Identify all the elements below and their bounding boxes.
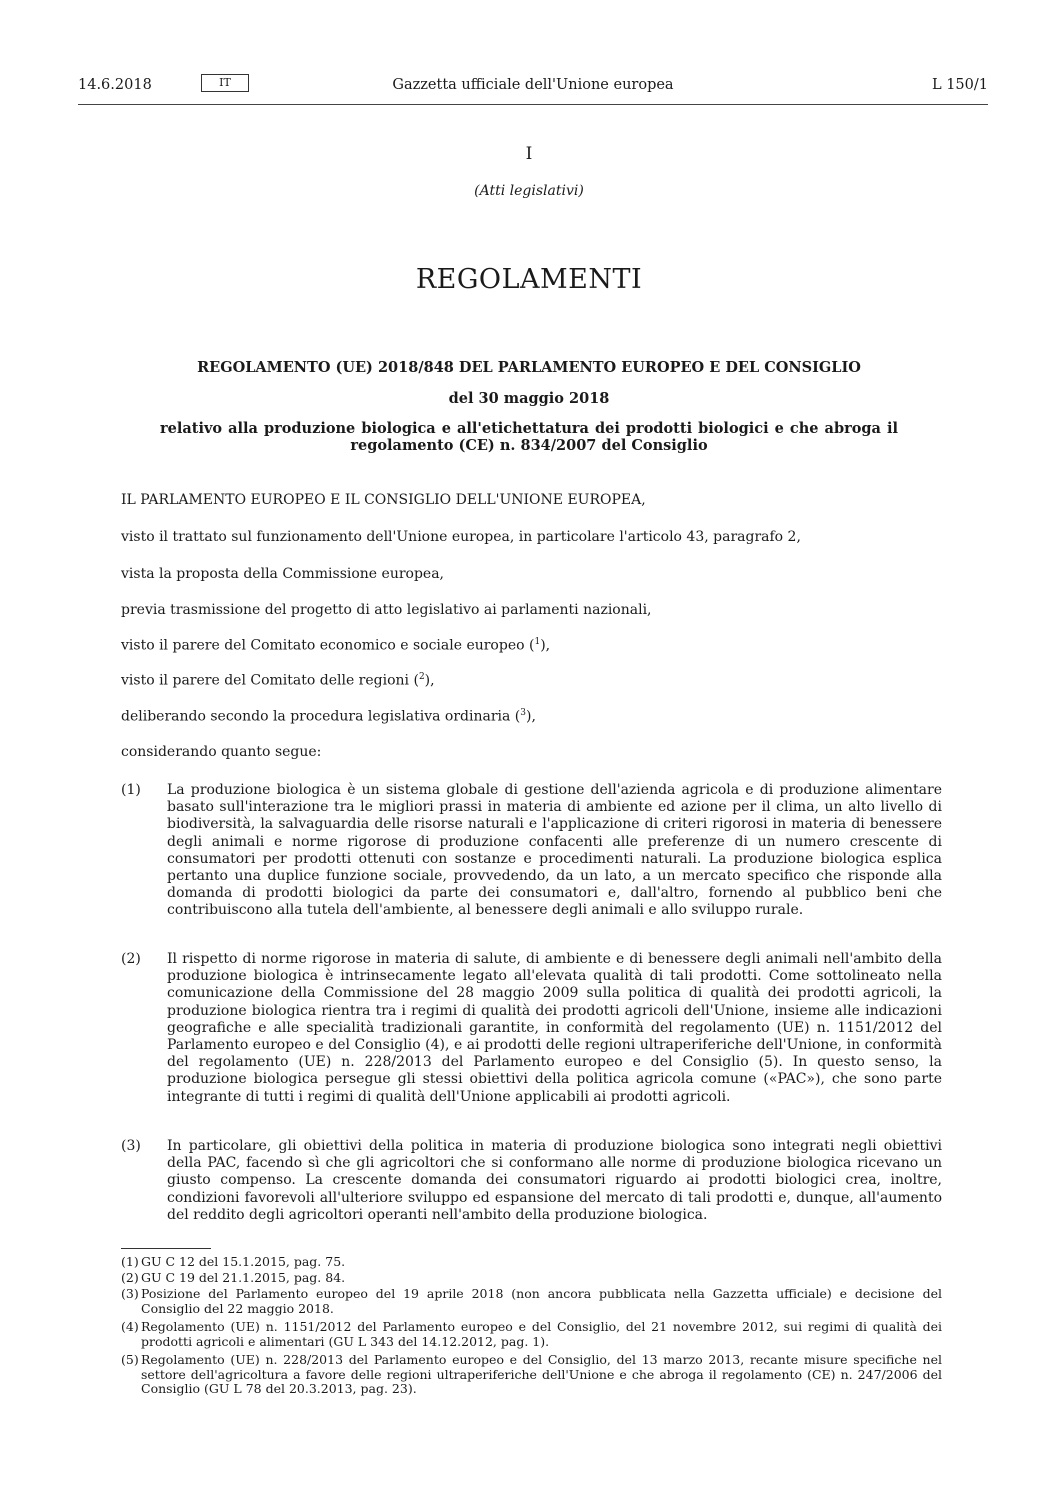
footnote-ref[interactable]: 3 bbox=[520, 708, 527, 718]
regulation-date: del 30 maggio 2018 bbox=[448, 390, 610, 407]
preamble-line: deliberando secondo la procedura legislativa ordinaria ($^3$), bbox=[121, 708, 536, 725]
footnote-text: Posizione del Parlamento europeo del 19 aprile 2018 (non ancora pubblicata nella Gazzetta ufficiale) e decisione del Consiglio del 22 maggio 2018. bbox=[141, 1286, 942, 1316]
header-rule bbox=[78, 104, 988, 105]
language-badge: IT bbox=[201, 74, 249, 92]
footnote bbox=[121, 1353, 942, 1397]
footnote-number: (3) bbox=[121, 1286, 139, 1301]
page-header bbox=[78, 77, 988, 97]
footnote-number: (1) bbox=[121, 1254, 139, 1269]
footnote bbox=[121, 1271, 942, 1286]
footnote-rule bbox=[121, 1248, 211, 1249]
preamble-line: IL PARLAMENTO EUROPEO E IL CONSIGLIO DELL'UNIONE EUROPEA, bbox=[121, 492, 646, 508]
recital-number: (1) bbox=[121, 782, 141, 798]
recital bbox=[121, 1138, 942, 1224]
footnote-ref[interactable]: 2 bbox=[418, 672, 425, 682]
footnote-text: GU C 19 del 21.1.2015, pag. 84. bbox=[141, 1270, 346, 1285]
footnote bbox=[121, 1287, 942, 1316]
page-reference: L 150/1 bbox=[931, 77, 988, 93]
regulation-title: REGOLAMENTO (UE) 2018/848 DEL PARLAMENTO EUROPEO E DEL CONSIGLIO bbox=[197, 359, 861, 376]
recital-number: (2) bbox=[121, 951, 141, 967]
footnote-text: Regolamento (UE) n. 1151/2012 del Parlamento europeo e del Consiglio, del 21 novembre 2012, sui regimi di qualità dei prodotti agricoli e alimentari (GU L 343 del 14.12.2012, pag. 1). bbox=[141, 1319, 942, 1349]
preamble-line: considerando quanto segue: bbox=[121, 744, 322, 760]
section-number: I bbox=[525, 144, 533, 164]
preamble-line: visto il trattato sul funzionamento dell'Unione europea, in particolare l'articolo 43, paragrafo 2, bbox=[121, 529, 801, 545]
footnote-number: (2) bbox=[121, 1270, 139, 1285]
footnote-ref[interactable]: 1 bbox=[534, 637, 541, 647]
recital-number: (3) bbox=[121, 1138, 141, 1154]
recital-text: In particolare, gli obiettivi della politica in materia di produzione biologica sono integrati negli obiettivi della PAC, facendo sì che gli agricoltori che si conformano alle norme di produzione biologica ricevano un giusto compenso. La crescente domanda dei consumatori riguardo ai prodotti biologici crea, inoltre, condizioni favorevoli all'ulteriore sviluppo ed espansione del mercato di tali prodotti e, dunque, all'aumento del reddito degli agricoltori operanti nell'ambito della produzione biologica. bbox=[167, 1138, 942, 1223]
footnote bbox=[121, 1255, 942, 1270]
footnote-number: (4) bbox=[121, 1319, 139, 1334]
footnote bbox=[121, 1320, 942, 1349]
footnote-text: GU C 12 del 15.1.2015, pag. 75. bbox=[141, 1254, 346, 1269]
section-category: REGOLAMENTI bbox=[415, 264, 643, 295]
publication-title: Gazzetta ufficiale dell'Unione europea bbox=[392, 77, 674, 93]
footnote-text: Regolamento (UE) n. 228/2013 del Parlamento europeo e del Consiglio, del 13 marzo 2013, recante misure specifiche nel settore dell'agricoltura a favore delle regioni ultraperiferiche dell'Unione e che abroga il regolamento (CE) n. 247/2006 del Consiglio (GU L 78 del 20.3.2013, pag. 23). bbox=[141, 1352, 942, 1396]
recital bbox=[121, 951, 942, 1106]
preamble-line: visto il parere del Comitato delle regioni ($^2$), bbox=[121, 672, 435, 689]
regulation-subject: relativo alla produzione biologica e all'etichettatura dei prodotti biologici e che abroga il regolamento (CE) n. 834/2007 del Consiglio bbox=[160, 420, 898, 454]
publication-date: 14.6.2018 bbox=[78, 77, 152, 93]
section-subtitle: (Atti legislativi) bbox=[474, 183, 584, 199]
footnote-number: (5) bbox=[121, 1352, 139, 1367]
preamble-line: vista la proposta della Commissione europea, bbox=[121, 566, 445, 582]
recital-text: La produzione biologica è un sistema globale di gestione dell'azienda agricola e di produzione alimentare basato sull'interazione tra le migliori prassi in materia di ambiente ed azione per il clima, un alto livello di biodiversità, la salvaguardia delle risorse naturali e l'applicazione di criteri rigorosi in materia di benessere degli animali e norme rigorose di produzione confacenti alle preferenze di un numero crescente di consumatori per prodotti ottenuti con sostanze e procedimenti naturali. La produzione biologica esplica pertanto una duplice funzione sociale, provvedendo, da un lato, a un mercato specifico che risponde alla domanda di prodotti biologici da parte dei consumatori e, dall'altro, fornendo al pubblico beni che contribuiscono alla tutela dell'ambiente, al benessere degli animali e allo sviluppo rurale. bbox=[167, 782, 942, 919]
preamble-line: previa trasmissione del progetto di atto legislativo ai parlamenti nazionali, bbox=[121, 602, 652, 618]
preamble-line: visto il parere del Comitato economico e sociale europeo ($^1$), bbox=[121, 637, 551, 654]
recital-text: Il rispetto di norme rigorose in materia di salute, di ambiente e di benessere degli animali nell'ambito della produzione biologica è intrinsecamente legato all'elevata qualità di tali prodotti. Come sottolineato nella comunicazione della Commissione del 28 maggio 2009 sulla politica di qualità dei prodotti agricoli, la produzione biologica rientra tra i regimi di qualità dei prodotti agricoli dell'Unione, insieme alle indicazioni geografiche e alle specialità tradizionali garantite, in conformità del regolamento (UE) n. 1151/2012 del Parlamento europeo e del Consiglio (4), e ai prodotti delle regioni ultraperiferiche dell'Unione, in conformità del regolamento (UE) n. 228/2013 del Parlamento europeo e del Consiglio (5). In questo senso, la produzione biologica persegue gli stessi obiettivi della politica agricola comune («PAC»), che sono parte integrante di tutti i regimi di qualità dell'Unione applicabili ai prodotti agricoli. bbox=[167, 951, 942, 1105]
recital bbox=[121, 782, 942, 920]
